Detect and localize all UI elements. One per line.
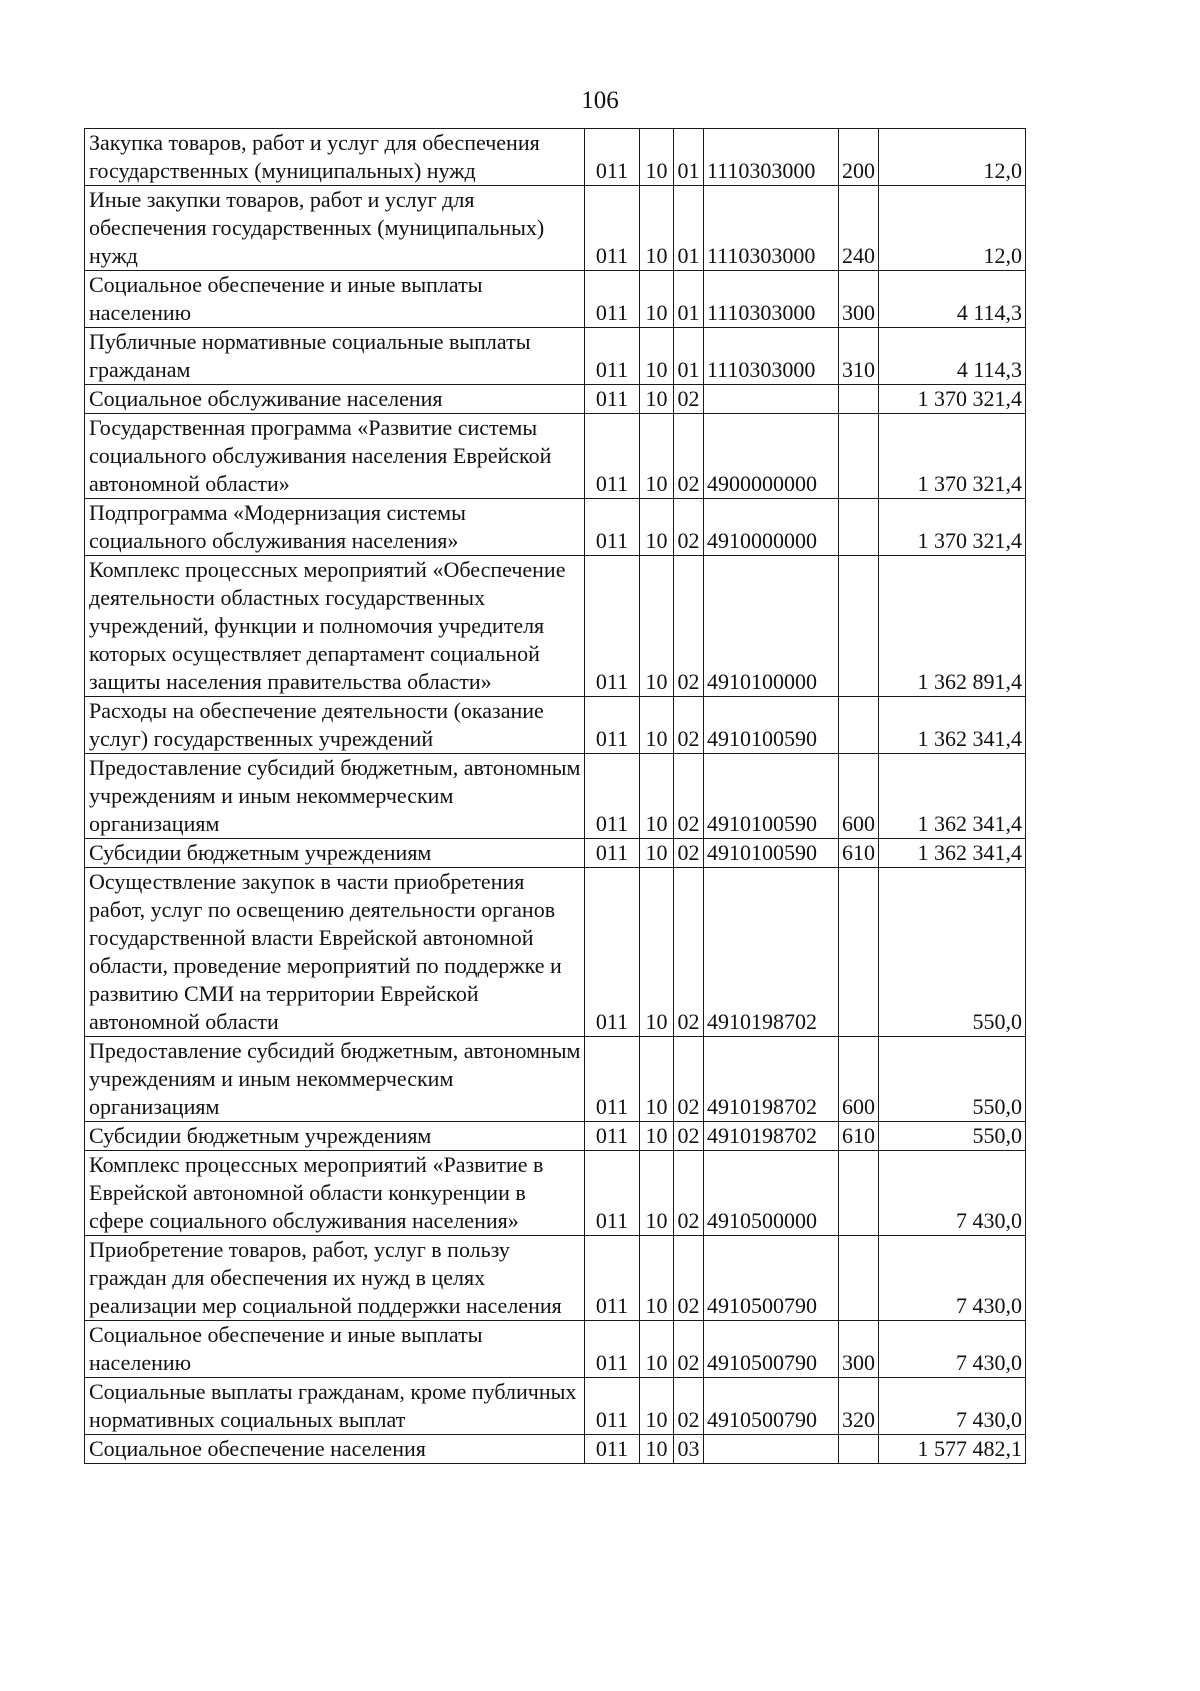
budget-table (84, 128, 1026, 1464)
table-row (85, 1037, 1026, 1122)
section-code: 10 (640, 868, 674, 1037)
row-name: Государственная программа «Развитие системы социального обслуживания населения Еврейской автономной области» (85, 414, 585, 499)
expense-type-code: 610 (839, 1122, 879, 1151)
target-article-code: 1110303000 (704, 271, 839, 328)
budget-table-body (85, 129, 1026, 1464)
section-code: 10 (640, 1236, 674, 1321)
ministry-code: 011 (585, 1151, 640, 1236)
table-row (85, 556, 1026, 697)
subsection-code: 02 (674, 754, 704, 839)
expense-type-code (839, 1435, 879, 1464)
target-article-code: 4910198702 (704, 1122, 839, 1151)
row-name: Публичные нормативные социальные выплаты гражданам (85, 328, 585, 385)
ministry-code: 011 (585, 839, 640, 868)
row-name: Расходы на обеспечение деятельности (оказание услуг) государственных учреждений (85, 697, 585, 754)
amount: 12,0 (879, 129, 1026, 186)
subsection-code: 01 (674, 129, 704, 186)
subsection-code: 02 (674, 556, 704, 697)
amount: 1 370 321,4 (879, 414, 1026, 499)
table-row (85, 1122, 1026, 1151)
ministry-code: 011 (585, 271, 640, 328)
row-name: Социальное обеспечение и иные выплаты населению (85, 1321, 585, 1378)
row-name: Социальное обслуживание населения (85, 385, 585, 414)
subsection-code: 01 (674, 328, 704, 385)
section-code: 10 (640, 499, 674, 556)
ministry-code: 011 (585, 499, 640, 556)
expense-type-code (839, 868, 879, 1037)
amount: 4 114,3 (879, 328, 1026, 385)
expense-type-code: 200 (839, 129, 879, 186)
table-row (85, 414, 1026, 499)
table-row (85, 868, 1026, 1037)
table-row (85, 1378, 1026, 1435)
section-code: 10 (640, 129, 674, 186)
section-code: 10 (640, 328, 674, 385)
target-article-code: 4910500790 (704, 1236, 839, 1321)
subsection-code: 01 (674, 271, 704, 328)
ministry-code: 011 (585, 697, 640, 754)
page-number: 106 (581, 87, 619, 114)
target-article-code: 4910000000 (704, 499, 839, 556)
table-row (85, 186, 1026, 271)
amount: 1 362 891,4 (879, 556, 1026, 697)
amount: 550,0 (879, 1122, 1026, 1151)
amount: 1 362 341,4 (879, 697, 1026, 754)
expense-type-code (839, 1236, 879, 1321)
target-article-code: 4910100590 (704, 839, 839, 868)
expense-type-code: 600 (839, 1037, 879, 1122)
ministry-code: 011 (585, 186, 640, 271)
amount: 4 114,3 (879, 271, 1026, 328)
section-code: 10 (640, 839, 674, 868)
amount: 12,0 (879, 186, 1026, 271)
target-article-code: 4910100590 (704, 697, 839, 754)
section-code: 10 (640, 1321, 674, 1378)
section-code: 10 (640, 1378, 674, 1435)
ministry-code: 011 (585, 754, 640, 839)
row-name: Подпрограмма «Модернизация системы социального обслуживания населения» (85, 499, 585, 556)
subsection-code: 01 (674, 186, 704, 271)
expense-type-code (839, 414, 879, 499)
subsection-code: 02 (674, 697, 704, 754)
subsection-code: 02 (674, 1378, 704, 1435)
table-row (85, 328, 1026, 385)
section-code: 10 (640, 1037, 674, 1122)
section-code: 10 (640, 271, 674, 328)
ministry-code: 011 (585, 1378, 640, 1435)
expense-type-code (839, 697, 879, 754)
section-code: 10 (640, 697, 674, 754)
expense-type-code: 300 (839, 271, 879, 328)
table-row (85, 1236, 1026, 1321)
subsection-code: 02 (674, 1037, 704, 1122)
row-name: Предоставление субсидий бюджетным, автономным учреждениям и иным некоммерческим организациям (85, 754, 585, 839)
ministry-code: 011 (585, 1321, 640, 1378)
amount: 550,0 (879, 1037, 1026, 1122)
ministry-code: 011 (585, 1236, 640, 1321)
ministry-code: 011 (585, 385, 640, 414)
ministry-code: 011 (585, 129, 640, 186)
target-article-code: 4910500790 (704, 1321, 839, 1378)
expense-type-code (839, 385, 879, 414)
table-row (85, 1435, 1026, 1464)
ministry-code: 011 (585, 1435, 640, 1464)
ministry-code: 011 (585, 1122, 640, 1151)
ministry-code: 011 (585, 556, 640, 697)
amount: 7 430,0 (879, 1151, 1026, 1236)
amount: 1 370 321,4 (879, 499, 1026, 556)
row-name: Социальные выплаты гражданам, кроме публичных нормативных социальных выплат (85, 1378, 585, 1435)
subsection-code: 02 (674, 414, 704, 499)
row-name: Социальное обеспечение населения (85, 1435, 585, 1464)
amount: 7 430,0 (879, 1378, 1026, 1435)
row-name: Комплекс процессных мероприятий «Обеспечение деятельности областных государственных учреждений, функции и полномочия учредителя которых осуществляет департамент социальной защиты населения правительства области» (85, 556, 585, 697)
target-article-code: 1110303000 (704, 186, 839, 271)
amount: 1 362 341,4 (879, 754, 1026, 839)
target-article-code: 4910198702 (704, 1037, 839, 1122)
expense-type-code: 240 (839, 186, 879, 271)
target-article-code (704, 1435, 839, 1464)
row-name: Приобретение товаров, работ, услуг в пользу граждан для обеспечения их нужд в целях реализации мер социальной поддержки населения (85, 1236, 585, 1321)
ministry-code: 011 (585, 414, 640, 499)
row-name: Комплекс процессных мероприятий «Развитие в Еврейской автономной области конкуренции в сфере социального обслуживания населения» (85, 1151, 585, 1236)
target-article-code: 1110303000 (704, 129, 839, 186)
target-article-code: 4900000000 (704, 414, 839, 499)
subsection-code: 02 (674, 385, 704, 414)
target-article-code (704, 385, 839, 414)
table-row (85, 385, 1026, 414)
table-row (85, 271, 1026, 328)
subsection-code: 02 (674, 499, 704, 556)
subsection-code: 02 (674, 1151, 704, 1236)
expense-type-code (839, 499, 879, 556)
amount: 1 370 321,4 (879, 385, 1026, 414)
table-row (85, 754, 1026, 839)
amount: 7 430,0 (879, 1236, 1026, 1321)
table-row (85, 697, 1026, 754)
expense-type-code: 600 (839, 754, 879, 839)
ministry-code: 011 (585, 1037, 640, 1122)
subsection-code: 02 (674, 1321, 704, 1378)
section-code: 10 (640, 754, 674, 839)
expense-type-code: 310 (839, 328, 879, 385)
subsection-code: 02 (674, 868, 704, 1037)
table-row (85, 129, 1026, 186)
ministry-code: 011 (585, 868, 640, 1037)
expense-type-code: 610 (839, 839, 879, 868)
section-code: 10 (640, 556, 674, 697)
section-code: 10 (640, 414, 674, 499)
section-code: 10 (640, 1435, 674, 1464)
target-article-code: 4910500790 (704, 1378, 839, 1435)
section-code: 10 (640, 186, 674, 271)
row-name: Закупка товаров, работ и услуг для обеспечения государственных (муниципальных) нужд (85, 129, 585, 186)
row-name: Субсидии бюджетным учреждениям (85, 839, 585, 868)
amount: 1 577 482,1 (879, 1435, 1026, 1464)
target-article-code: 4910500000 (704, 1151, 839, 1236)
ministry-code: 011 (585, 328, 640, 385)
target-article-code: 1110303000 (704, 328, 839, 385)
row-name: Социальное обеспечение и иные выплаты населению (85, 271, 585, 328)
row-name: Иные закупки товаров, работ и услуг для обеспечения государственных (муниципальных) нужд (85, 186, 585, 271)
subsection-code: 02 (674, 1236, 704, 1321)
expense-type-code: 320 (839, 1378, 879, 1435)
expense-type-code (839, 556, 879, 697)
amount: 7 430,0 (879, 1321, 1026, 1378)
subsection-code: 02 (674, 839, 704, 868)
target-article-code: 4910100000 (704, 556, 839, 697)
table-row (85, 839, 1026, 868)
section-code: 10 (640, 1151, 674, 1236)
section-code: 10 (640, 1122, 674, 1151)
expense-type-code (839, 1151, 879, 1236)
table-row (85, 499, 1026, 556)
table-row (85, 1151, 1026, 1236)
subsection-code: 02 (674, 1122, 704, 1151)
expense-type-code: 300 (839, 1321, 879, 1378)
row-name: Предоставление субсидий бюджетным, автономным учреждениям и иным некоммерческим организациям (85, 1037, 585, 1122)
section-code: 10 (640, 385, 674, 414)
row-name: Субсидии бюджетным учреждениям (85, 1122, 585, 1151)
target-article-code: 4910100590 (704, 754, 839, 839)
subsection-code: 03 (674, 1435, 704, 1464)
amount: 550,0 (879, 868, 1026, 1037)
row-name: Осуществление закупок в части приобретения работ, услуг по освещению деятельности органов государственной власти Еврейской автономной области, проведение мероприятий по поддержке и развитию СМИ на территории Еврейской автономной области (85, 868, 585, 1037)
table-row (85, 1321, 1026, 1378)
amount: 1 362 341,4 (879, 839, 1026, 868)
target-article-code: 4910198702 (704, 868, 839, 1037)
